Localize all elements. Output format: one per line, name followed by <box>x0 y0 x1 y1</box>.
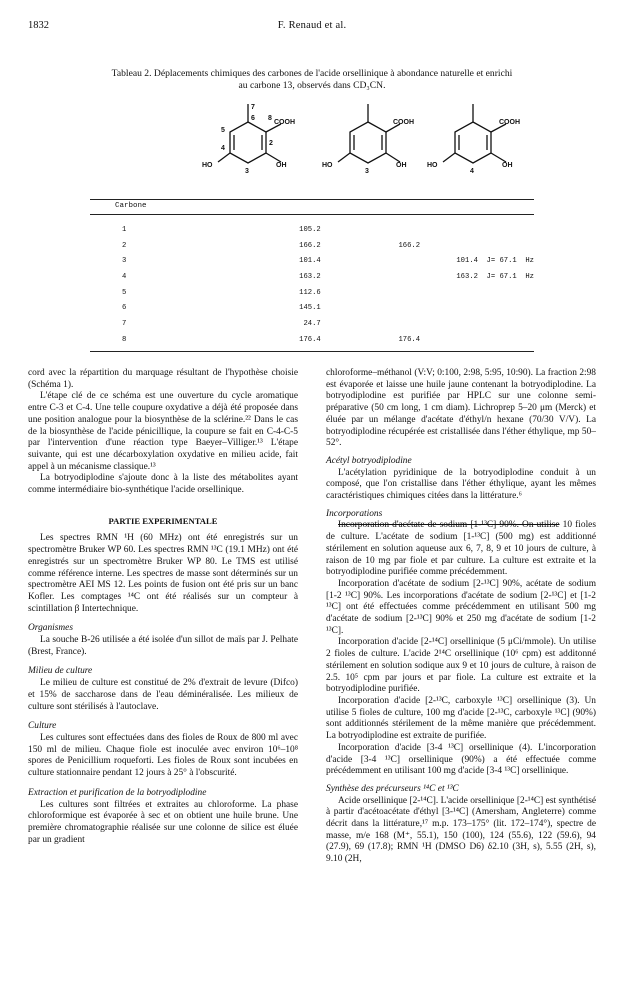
heading-acetyl: Acétyl botryodiplodine <box>326 455 412 466</box>
running-author: F. Renaud et al. <box>277 20 347 31</box>
atom-label-3: 3 <box>245 168 249 175</box>
atom-label-6: 6 <box>251 115 255 122</box>
carbon-number-cell: 6 <box>122 304 127 313</box>
atom-label-8: 8 <box>268 115 272 122</box>
right-paragraph-2: L'acétylation pyridinique de la botryodiplodine conduit à un composé, que l'on cristallise dans l'éther éthylique, ayant les mêmes caractéristiques chimiques citées dans la littérature.⁶ <box>326 467 596 502</box>
page-number: 1832 <box>28 20 49 31</box>
shift-value-cell: 112.6 <box>299 288 321 297</box>
shift-value-cell: 176.4 <box>398 335 421 344</box>
shift-value-cell <box>321 316 420 332</box>
right-paragraph-3-text: 10 fioles de culture. L'acétate de sodium [1-¹³C] (500 mg) est additionné stérilement en solution aqueuse aux 6, 7, 8, 9 et 10 jours de culture, à raison de 10 mg par fiole et par culture. La culture est extraite et la botryodiplodine purifiée comme précédemment. <box>326 520 596 578</box>
table-top-rule <box>90 199 534 200</box>
shift-value-cell <box>420 238 534 254</box>
shift-value-cell <box>420 285 534 301</box>
carbon-number-cell: 5 <box>122 288 127 297</box>
heading-synthese: Synthèse des précurseurs ¹⁴C et ¹³C <box>326 783 459 794</box>
right-paragraph-4: Incorporation d'acétate de sodium [2-¹³C] 90%, acétate de sodium [1-2 ¹³C] 90%. Les incorporations d'acétate de sodium [2-¹³C] et [1-2 ¹³C] ont été effectuées comme précédemment en utilisant 500 mg d'acétate de sodium [2-¹³C] 90% et 250 mg d'acétate de sodium [1-2 ¹³C]. <box>326 578 596 636</box>
heading-organismes: Organismes <box>28 623 73 634</box>
table-caption <box>60 68 564 92</box>
left-paragraph-5: La souche B-26 utilisée a été isolée d'un sillot de maïs par J. Pelhate (Brest, France). <box>28 635 298 657</box>
shift-value-cell <box>321 222 420 238</box>
chemical-shift-table <box>90 222 534 348</box>
table-row <box>90 269 534 285</box>
carbon-number-cell: 1 <box>122 225 127 234</box>
benzene-ring-3 <box>455 122 491 163</box>
structure-2-number: 3 <box>365 168 369 175</box>
table-bottom-rule <box>90 351 534 352</box>
left-paragraph-8: Les cultures sont filtrées et extraites au chloroforme. La phase chloroformique est évaporée à sec et on obtient une huile brune. Une première chromatographie réalisée sur une colonne de silice est éluée par un gradient <box>28 799 298 845</box>
right-column <box>326 368 596 866</box>
right-paragraph-5: Incorporation d'acide [2-¹⁴C] orsellinique (5 μCi/mmole). Un utilise 2 fioles de culture. L'acide 2¹⁴C orsellinique (10⁶ cpm) est additonné stérilement en solution sodique aux 9 et 10 jours de culture, à raison de 2.5. 10⁵ cpm par jours et par fiole. La culture est extraite et la botryodiplodine purifiée. <box>326 637 596 695</box>
heading-milieu: Milieu de culture <box>28 666 93 677</box>
right-paragraph-1: chloroforme–méthanol (V:V; 0:100, 2:98, 5:95, 10:90). La fraction 2:98 est évaporée et laisse une huile jaune contenant la botryodiplodine. La botryodiplodine est purifiée par HPLC sur une colonne semi-préparative (50 cm long, 1 cm diam). Lichroprep 5–20 μm (Merck) et éluée par un mélange d'acétate d'éthyl/n hexane (70/30 V/V). La botryodiplodine récupérée est cristallisée dans l'éther éthylique, mp 50–52°. <box>326 368 596 449</box>
table-row <box>90 285 534 301</box>
right-paragraph-7: Incorporation d'acide [3-4 ¹³C] orsellinique (4). L'incorporation d'acide [3-4 ¹³C] orsellinique (90%) a été effectuée comme précédemment en utilisant 100 mg d'acide [3-4 ¹³C] orsellinique. <box>326 742 596 777</box>
struck-text: Incorporation d'acétate de sodium [1-¹³C] 90%. On utilise <box>338 520 560 531</box>
ho-label-2: HO <box>322 162 333 169</box>
shift-value-cell <box>420 222 534 238</box>
shift-value-cell <box>321 253 420 269</box>
heading-culture: Culture <box>28 721 57 732</box>
atom-label-2: 2 <box>269 140 273 147</box>
table-row <box>90 253 534 269</box>
shift-value-cell <box>321 300 420 316</box>
oh-label-1: OH <box>276 162 287 169</box>
left-paragraph-7: Les cultures sont effectuées dans des fioles de Roux de 800 ml avec 150 ml de milieu. Chaque fiole est inoculée avec environ 10⁶–10⁸ spores de Penicillium roqueforti. Les fioles de Roux sont incubées en culture stationnaire pendant 12 jours à 25° à l'obscurité. <box>28 732 298 779</box>
table-row <box>90 238 534 254</box>
shift-value-cell: 24.7 <box>303 319 321 328</box>
section-title: PARTIE EXPERIMENTALE <box>108 515 218 526</box>
shift-value-cell: 101.4 <box>299 257 321 266</box>
carbon-number-cell: 4 <box>122 272 127 281</box>
left-paragraph-4: Les spectres RMN ¹H (60 MHz) ont été enregistrés sur un spectromètre Bruker WP 60. Les spectres RMN ¹³C (19.1 MHz) ont été enregistrés sur un spectromètre Bruker WP 80. Le TMS est utilisé comme référence interne. Les spectres de masse sont déterminés sur un spectromètre AEI MS 12. Les points de fusion ont été pris sur un banc Kofler. Les comptages ¹⁴C ont été réalisés sur un compteur à scintillation β Intertechnique. <box>28 533 298 614</box>
shift-value-cell <box>420 300 534 316</box>
shift-value-cell <box>420 332 534 348</box>
benzene-ring-2 <box>350 122 386 163</box>
left-paragraph-3: La botryodiplodine s'ajoute donc à la liste des métabolites ayant comme intermédiaire bio-synthétique l'acide orsellinique. <box>28 473 298 496</box>
shift-value-cell <box>321 269 420 285</box>
shift-value-cell: 163.2 J= 67.1 Hz <box>456 272 534 281</box>
shift-value-cell: 163.2 <box>299 272 321 281</box>
structures-figure <box>178 100 598 190</box>
shift-value-cell: 105.2 <box>299 225 321 234</box>
table-body <box>90 222 534 348</box>
cooh-label-1: COOH <box>274 119 295 126</box>
shift-value-cell <box>420 316 534 332</box>
right-paragraph-6: Incorporation d'acide [2-¹³C, carboxyle ¹³C] orsellinique (3). Un utilise 5 fioles de culture, 100 mg d'acide [2-¹³C, carboxyle ¹³C] (90%) sont additionnés stérilement de la même manière que précédemment. La botryodiplodine est extraite de purifiée. <box>326 695 596 742</box>
atom-label-7: 7 <box>251 104 255 111</box>
table-row <box>90 222 534 238</box>
shift-value-cell: 101.4 J= 67.1 Hz <box>456 257 534 266</box>
carbon-number-cell: 3 <box>122 257 127 266</box>
table-row <box>90 316 534 332</box>
table-header-rule <box>90 214 534 215</box>
table-row <box>90 300 534 316</box>
shift-value-cell: 166.2 <box>398 241 421 250</box>
right-paragraph-3 <box>326 520 596 579</box>
cooh-label-2: COOH <box>393 119 414 126</box>
shift-value-cell: 166.2 <box>299 241 321 250</box>
caption-line-1: Tableau 2. Déplacements chimiques des carbones de l'acide orsellinique à abondance naturelle et enrichi <box>111 68 513 79</box>
caption-line-2: au carbone 13, observés dans CD₃CN. <box>238 80 386 91</box>
shift-value-cell: 145.1 <box>299 304 321 313</box>
table-row <box>90 332 534 348</box>
table-column-header: Carbone <box>115 202 147 210</box>
atom-label-4: 4 <box>221 145 225 152</box>
structure-labels <box>202 104 520 175</box>
cooh-label-3: COOH <box>499 119 520 126</box>
chemical-structures <box>178 100 598 190</box>
atom-label-5: 5 <box>221 127 225 134</box>
shift-value-cell <box>321 285 420 301</box>
structure-3-number: 4 <box>470 168 474 175</box>
carbon-number-cell: 8 <box>122 335 127 344</box>
shift-value-cell: 176.4 <box>299 335 321 344</box>
heading-extraction: Extraction et purification de la botryodiplodine <box>28 787 207 798</box>
left-paragraph-1: cord avec la répartition du marquage résultant de l'hypothèse choisie (Schéma 1). <box>28 368 298 390</box>
left-paragraph-6: Le milieu de culture est constitué de 2% d'extrait de levure (Difco) et 15% de saccharose dans de l'eau déminéralisée. Les milieux de culture sont stérilisés à l'autoclave. <box>28 678 298 712</box>
carbon-number-cell: 2 <box>122 241 127 250</box>
page-header <box>28 20 596 34</box>
carbon-number-cell: 7 <box>122 319 127 328</box>
oh-label-2: OH <box>396 162 407 169</box>
right-paragraph-8: Acide orsellinique [2-¹⁴C]. L'acide orsellinique [2-¹⁴C] est synthétisé à partir d'acétoacétate d'éthyl [3-¹⁴C] (Amersham, Angleterre) comme décrit dans la littérature,¹⁷ m.p. 173–175° (lit. 172–174°), spectre de masse, m/e 168 (M⁺, 55.1), 150 (100), 124 (55.6), 122 (59.6), 94 (27.9), 69 (17.8); RMN ¹H (DMSO D6) δ2.10 (3H, s), 5.55 (2H, s), 9.10 (2H, <box>326 795 596 865</box>
benzene-ring-1 <box>230 122 266 163</box>
ho-label-1: HO <box>202 162 213 169</box>
oh-label-3: OH <box>502 162 513 169</box>
left-paragraph-2: L'étape clé de ce schéma est une ouverture du cycle aromatique entre C-3 et C-4. Une telle coupure oxydative a déjà été proposée dans une position analogue pour la biosynthèse de la sclérine.²² Dans le cas de la biosynthèse de l'acide pénicillique, la coupure se fait en C-4-C-5 par l'intervention d'une réaction type Baeyer–Villiger.¹³ L'étape suivante, qui est une décarboxylation oxydative en milieu acide, fait appel à un mécanisme classique.¹³ <box>28 391 298 472</box>
ho-label-3: HO <box>427 162 438 169</box>
left-column <box>28 368 298 846</box>
heading-incorporations: Incorporations <box>326 508 383 519</box>
